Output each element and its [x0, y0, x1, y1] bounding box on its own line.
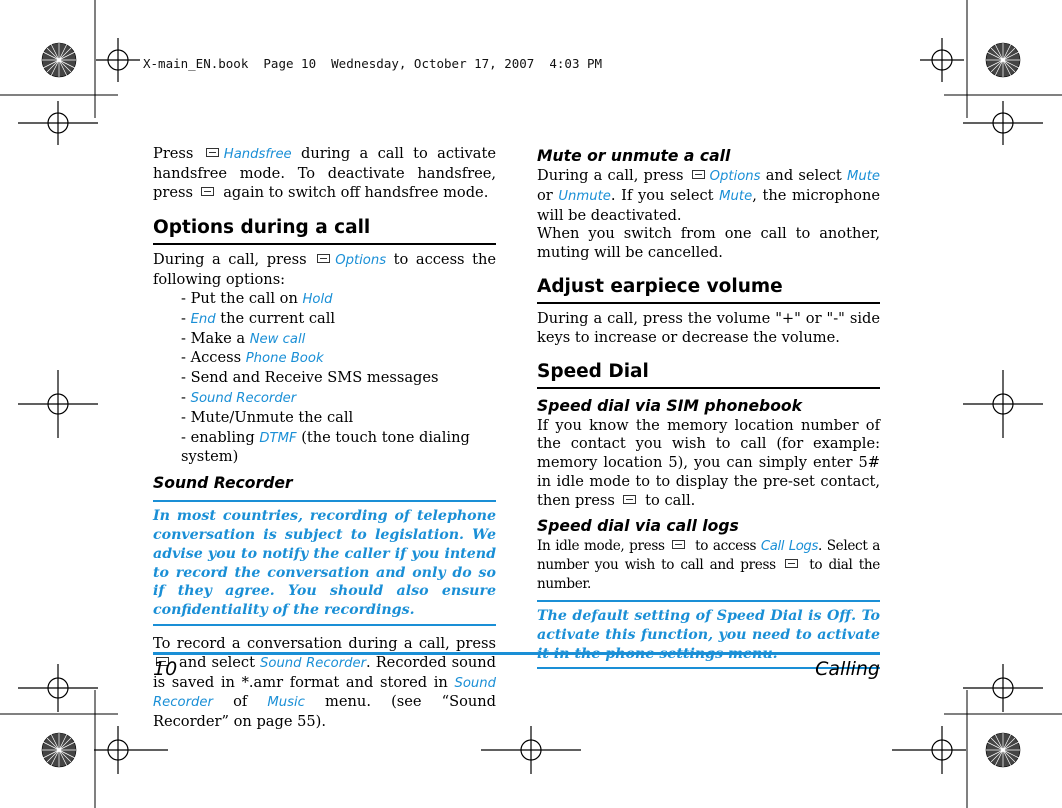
list-item: - End the current call: [181, 310, 496, 330]
sim-phonebook-paragraph: If you know the memory location number of the contact you wish to call (for example: memory location 5), you can simply enter 5# in idle mode to to display the pre-set contact, then press to call.: [537, 416, 880, 509]
list-item: - Sound Recorder: [181, 389, 496, 409]
right-softkey-icon: [206, 148, 219, 157]
volume-paragraph: During a call, press the volume "+" or "-" side keys to increase or decrease the volume.: [537, 309, 880, 346]
mute-paragraph: During a call, press Options and select Mute or Unmute. If you select Mute, the microphone will be deactivated.: [537, 167, 880, 224]
legal-note: [153, 500, 496, 626]
options-list: [153, 290, 496, 467]
handsfree-keyword: Handsfree: [223, 147, 292, 162]
call-key-icon: [672, 540, 685, 549]
list-item: - Access Phone Book: [181, 349, 496, 369]
right-softkey-icon: [201, 187, 214, 196]
page-number: 10: [153, 658, 178, 680]
sound-recorder-paragraph: To record a conversation during a call, press and select Sound Recorder. Recorded sound is saved in *.amr format and stored in Sound Recorder of Music menu. (see “Sound Recorder” on page 55).: [153, 634, 497, 731]
list-item: - Send and Receive SMS messages: [181, 369, 496, 389]
volume-heading: Adjust earpiece volume: [537, 275, 880, 304]
legal-note-text: In most countries, recording of telephone conversation is subject to legislation. We advise you to notify the caller if you intend to record the conversation and only do so if they agree. You should also ensure confidentiality of the recordings.: [153, 508, 496, 619]
left-column: [153, 145, 496, 732]
speed-dial-heading: Speed Dial: [537, 360, 880, 389]
footer-rule: [153, 652, 880, 655]
mute-paragraph-2: When you switch from one call to another, muting will be cancelled.: [537, 225, 880, 262]
call-logs-paragraph: In idle mode, press to access Call Logs. Select a number you wish to call and press to dial the number.: [537, 537, 880, 593]
left-softkey-icon: [317, 254, 330, 263]
book-header-line: X-main_EN.book Page 10 Wednesday, October 17, 2007 4:03 PM: [143, 56, 603, 71]
left-softkey-icon: [692, 170, 705, 179]
speed-dial-note-text: The default setting of Speed Dial is Off. To activate this function, you need to activate it in the phone settings menu.: [537, 607, 880, 662]
section-title: Calling: [815, 658, 880, 680]
options-intro: During a call, press Options to access the following options:: [153, 251, 497, 289]
call-key-icon: [623, 495, 636, 504]
handsfree-paragraph: Press Handsfree during a call to activate handsfree mode. To deactivate handsfree, press again to switch off handsfree mode.: [153, 145, 496, 201]
right-column: [537, 145, 880, 678]
mute-heading: Mute or unmute a call: [537, 147, 731, 165]
list-item: - Put the call on Hold: [181, 290, 496, 310]
list-item: - enabling DTMF (the touch tone dialing system): [181, 429, 502, 468]
options-heading: Options during a call: [153, 216, 496, 245]
options-keyword: Options: [335, 253, 387, 269]
call-logs-heading: Speed dial via call logs: [537, 516, 739, 535]
sim-phonebook-heading: Speed dial via SIM phonebook: [537, 396, 802, 415]
list-item: - Make a New call: [181, 330, 496, 350]
call-logs-block: [537, 537, 880, 594]
list-item: - Mute/Unmute the call: [181, 409, 496, 429]
sound-recorder-heading: Sound Recorder: [153, 474, 293, 493]
call-key-icon: [785, 559, 798, 568]
